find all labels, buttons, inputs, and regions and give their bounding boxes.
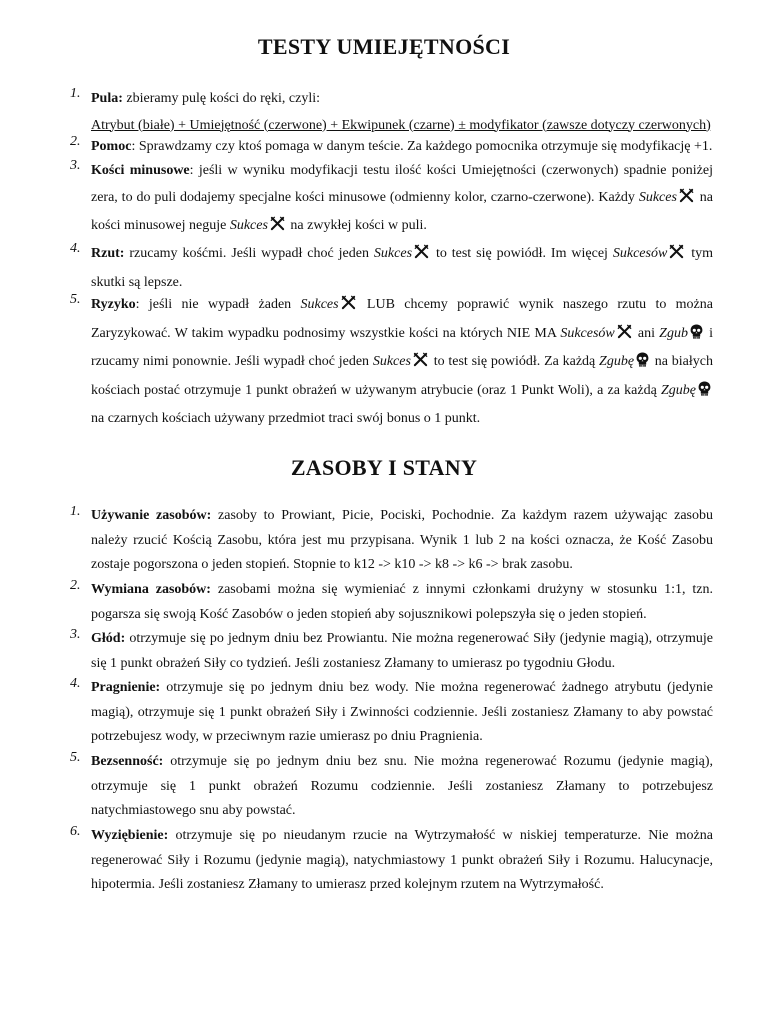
item-text: to test się powiódł. Za każdą (429, 354, 600, 369)
crossed-swords-icon (617, 323, 632, 350)
item-term: Pragnienie: (91, 680, 161, 695)
section-title-testy: TESTY UMIEJĘTNOŚCI (257, 34, 511, 59)
item-text: ani (633, 325, 660, 341)
item-body (91, 158, 713, 242)
item-text: zasobami można się wymieniać z innymi członkami drużyny w stosunku 1:1, tzn. pogarsza się swoją Kość Zasobów o jeden stopień aby sojusznikowi polepszyła się o jeden stopień. (91, 582, 713, 622)
item-body (91, 750, 713, 824)
item-italic: Sukcesów (612, 246, 668, 261)
crossed-swords-icon (270, 215, 285, 242)
item-text: na zwykłej kości w puli. (286, 218, 427, 233)
item-text: to test się powiódł. Im więcej (431, 246, 613, 261)
item-term: Ryzyko (91, 297, 136, 312)
item-text: rzucamy kośćmi. Jeśli wypadł choć jeden (124, 246, 374, 261)
item-italic: Zgub (659, 325, 688, 341)
item-text: : Sprawdzamy czy ktoś pomaga w danym teście. Za każdego pomocnika otrzymuje się modyfikację +1. (131, 139, 713, 154)
item-number: 5. (70, 292, 81, 307)
item-number: 3. (70, 627, 81, 642)
crossed-swords-icon (341, 294, 356, 321)
skull-icon (698, 380, 711, 407)
item-text: LUB chcemy poprawić wynik naszego rzutu to można Zaryzykować. W takim wypadku podnosimy wszystkie kości na których NIE MA (91, 297, 713, 341)
item-number: 4. (70, 676, 81, 691)
item-italic: Sukces (372, 354, 411, 369)
item-number: 2. (70, 578, 81, 593)
item-text: zasoby to Prowiant, Picie, Pociski, Pochodnie. Za każdym razem używając zasobu należy rzucić Kością Zasobu, która jest mu przypisana. Wynik 1 lub 2 na kości oznacza, że Kość Zasobu zostaje pogorszona o jeden stopień. Stopnie to k12 -> k10 -> k8 -> k6 -> brak zasobu. (91, 508, 713, 572)
item-body (91, 241, 713, 296)
item-term: Kości minusowe (91, 163, 190, 178)
item-number: 6. (70, 824, 81, 839)
item-text: : jeśli nie wypadł żaden (135, 297, 301, 312)
item-italic: Sukces (638, 189, 677, 205)
item-term: Pula: (91, 91, 123, 106)
skull-icon (636, 351, 649, 378)
item-text: otrzymuje się po nieudanym rzucie na Wytrzymałość w niskiej temperaturze. Nie można regenerować Siły i Rozumu (jedynie magią), natychmiastowy 1 punkt obrażeń Siły i Rozumu. Halucynacje, hipotermia. Jeśli zostaniesz Złamany to umierasz przed kolejnym rzutem na Wytrzymałość. (91, 828, 713, 892)
item-text: tym skutki są lepsze. (91, 246, 714, 290)
item-number: 5. (70, 750, 81, 765)
item-text: na czarnych kościach używany przedmiot traci swój bonus o 1 punkt. (91, 411, 481, 426)
item-italic: Sukcesów (560, 325, 615, 341)
item-text: na białych kościach postać otrzymuje 1 punkt obrażeń w używanym atrybucie (oraz 1 Punkt Woli), a za każdą (91, 354, 713, 398)
item-term: Rzut: (91, 246, 125, 261)
item-text: otrzymuje się po jednym dniu bez wody. Nie można regenerować żadnego atrybutu (jedynie magią), otrzymuje się 1 punkt obrażeń Siły i Zwinności codziennie. Jeśli zostaniesz Złamany to aby powstać potrzebujesz wody, w przeciwnym razie umierasz po dniu Pragnienia. (91, 680, 713, 744)
crossed-swords-icon (669, 243, 684, 270)
item-body (91, 824, 713, 898)
item-number: 2. (70, 134, 81, 149)
item-body (91, 86, 713, 139)
item-body (91, 676, 713, 750)
item-body (91, 292, 713, 433)
item-term: Bezsenność: (91, 754, 164, 769)
item-italic: Sukces (373, 246, 413, 261)
item-term: Wyziębienie: (91, 828, 169, 843)
item-body (91, 578, 713, 627)
item-italic: Sukces (300, 297, 339, 312)
item-term: Wymiana zasobów: (91, 582, 211, 597)
item-text: otrzymuje się po jednym dniu bez Prowiantu. Nie można regenerować Siły (jedynie magią), otrzymuje się 1 punkt obrażeń Siły co tydzień. Jeśli zostaniesz Złamany to umierasz po tygodniu Głodu. (91, 631, 713, 671)
item-number: 3. (70, 158, 81, 173)
section-title-zasoby: ZASOBY I STANY (290, 455, 478, 480)
item-text: otrzymuje się po jednym dniu bez snu. Nie można regenerować Rozumu (jedynie magią), otrzymuje się 1 punkt obrażeń Rozumu codziennie. Jeśli zostaniesz Złamany to potrzebujesz natychmiastowego snu aby powstać. (91, 754, 713, 818)
crossed-swords-icon (679, 187, 694, 214)
item-italic: Zgubę (661, 382, 696, 398)
item-italic: Zgubę (599, 354, 635, 369)
item-body (91, 134, 713, 161)
item-number: 4. (70, 241, 81, 256)
pool-formula: Atrybut (białe) + Umiejętność (czerwone) + Ekwipunek (czarne) ± modyfikator (zawsze dotyczy czerwonych) (91, 117, 711, 133)
item-number: 1. (70, 86, 81, 101)
item-text: na kości minusowej neguje (91, 189, 713, 233)
crossed-swords-icon (414, 243, 429, 270)
item-text: zbieramy pulę kości do ręki, czyli: (122, 91, 320, 106)
item-term: Pomoc (91, 139, 132, 154)
item-text: : jeśli w wyniku modyfikacji testu ilość kości Umiejętności (czerwonych) spadnie poniżej zera, to do puli dodajemy specjalne kości minusowe (odmienny kolor, czarno-czerwone). Każdy (91, 163, 713, 205)
item-number: 1. (70, 504, 81, 519)
crossed-swords-icon (413, 351, 428, 378)
item-term: Głód: (91, 631, 126, 646)
skull-icon (690, 323, 703, 350)
item-term: Używanie zasobów: (91, 508, 212, 523)
item-italic: Sukces (229, 218, 268, 233)
item-text: i rzucamy nimi ponownie. Jeśli wypadł choć jeden (91, 325, 713, 369)
item-body (91, 504, 713, 578)
item-body (91, 627, 713, 676)
